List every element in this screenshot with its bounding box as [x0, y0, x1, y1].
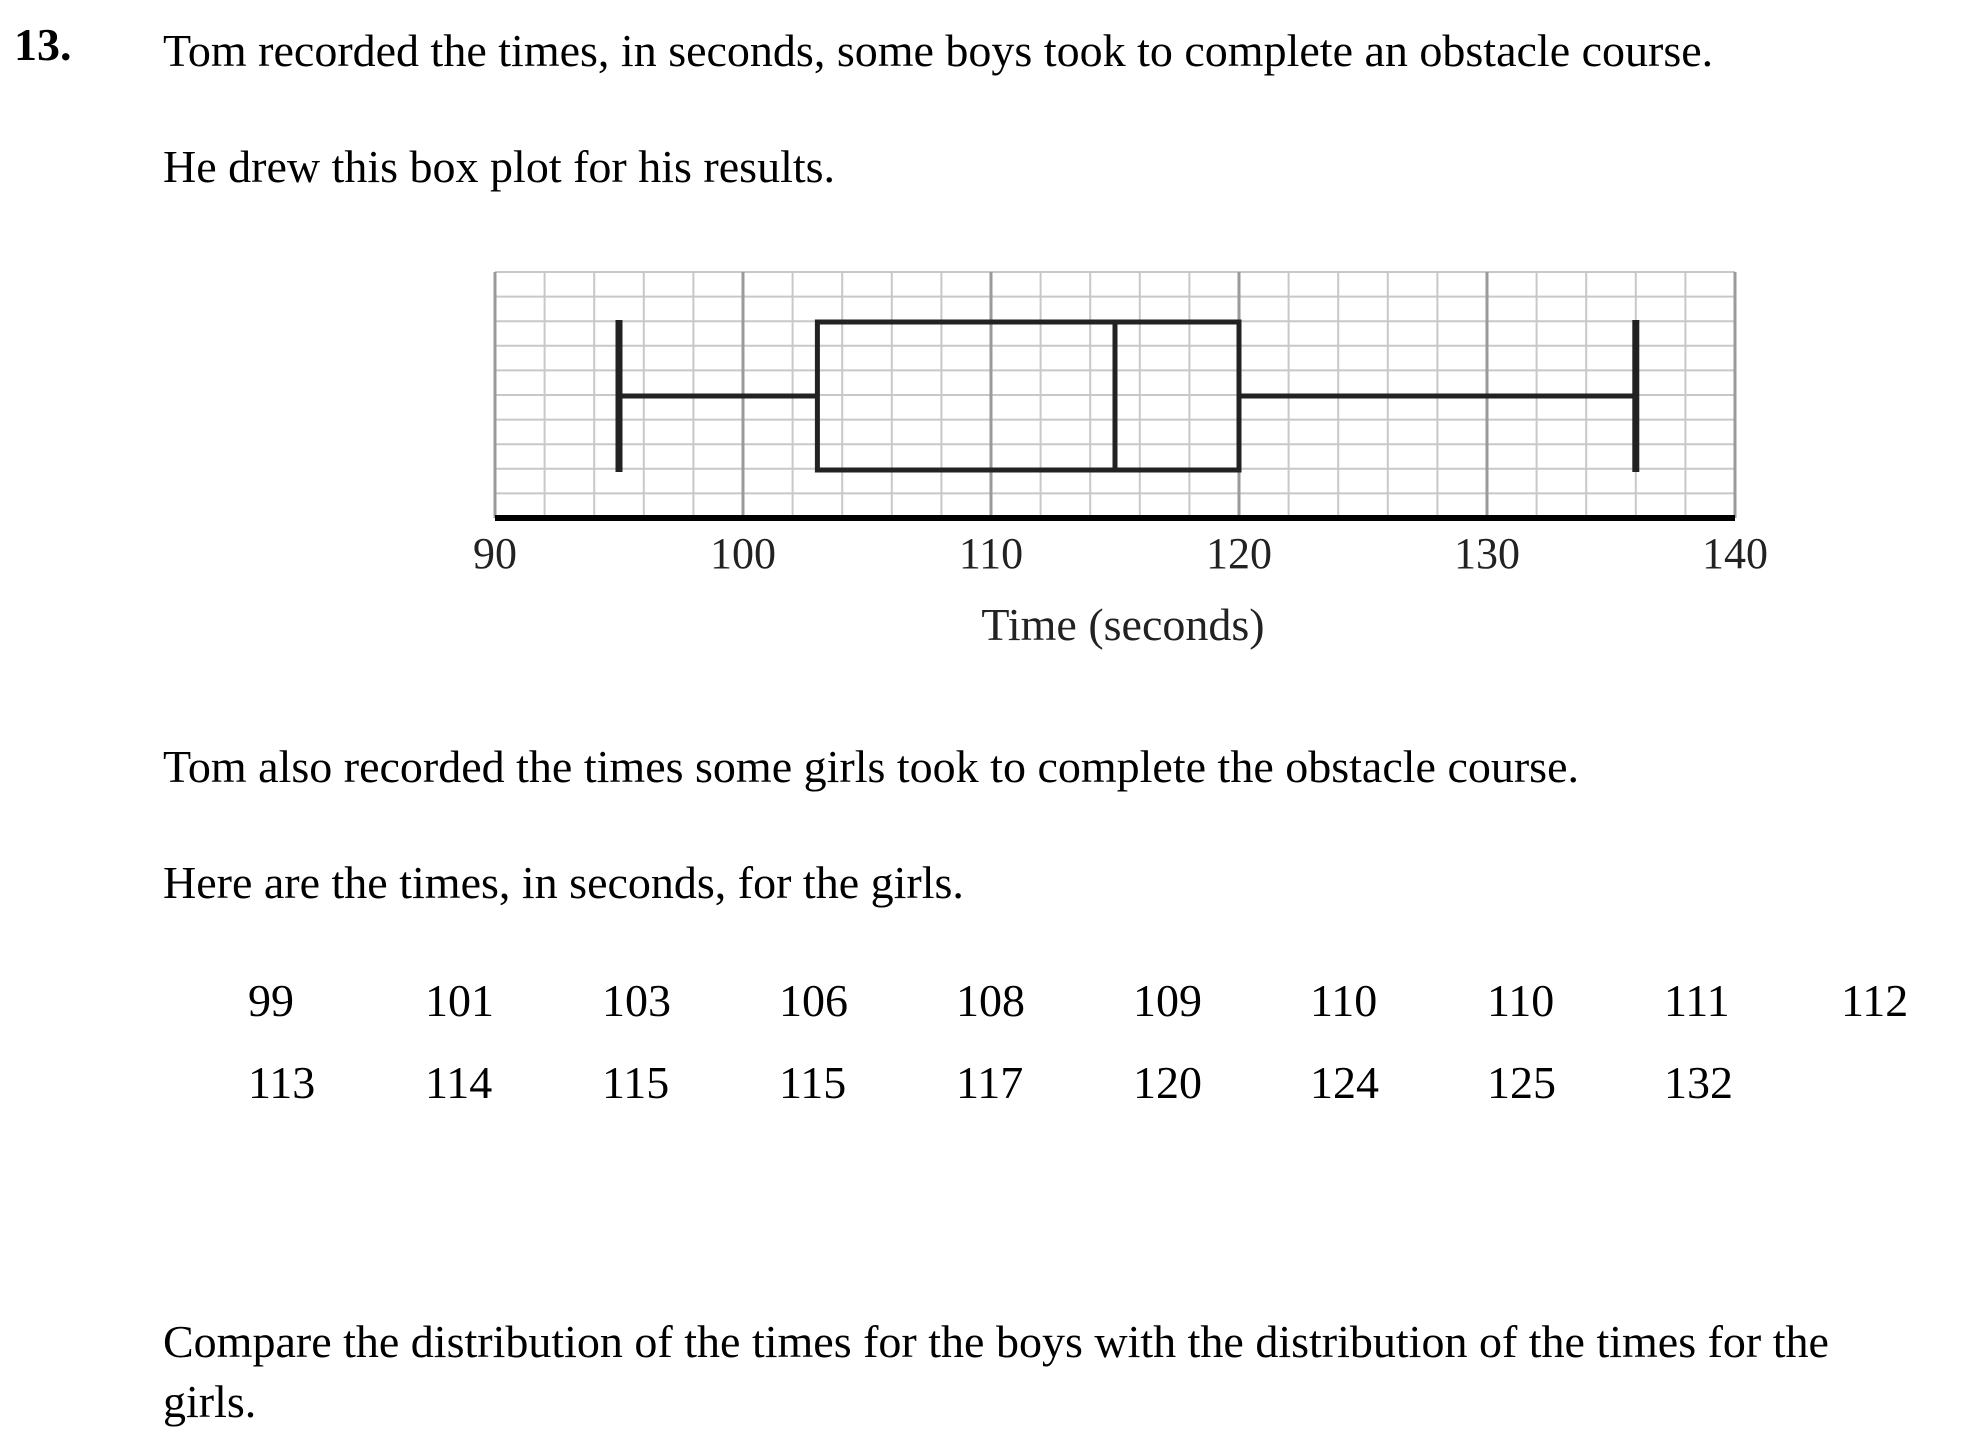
girls-time-value: 117 [956, 1057, 1024, 1108]
girls-time-value: 114 [425, 1057, 493, 1108]
girls-time-value: 103 [602, 975, 671, 1026]
girls-time-value: 132 [1664, 1057, 1733, 1108]
x-tick-label: 100 [710, 529, 776, 578]
girls-time-value: 108 [956, 975, 1025, 1026]
girls-time-value: 125 [1487, 1057, 1556, 1108]
box-plot-intro-text: He drew this box plot for his results. [163, 141, 836, 192]
girls-data-intro-text: Here are the times, in seconds, for the girls. [163, 857, 964, 908]
x-tick-label: 110 [958, 529, 1024, 578]
girls-time-value: 99 [248, 975, 294, 1026]
girls-time-value: 106 [779, 975, 848, 1026]
girls-time-value: 115 [602, 1057, 670, 1108]
task-text: Compare the distribution of the times for the boys with the distribution of the times for the girls. [163, 1316, 1829, 1427]
x-tick-label: 140 [1702, 529, 1768, 578]
girls-time-value: 109 [1133, 975, 1202, 1026]
girls-time-value: 120 [1133, 1057, 1202, 1108]
question-intro-text: Tom recorded the times, in seconds, some boys took to complete an obstacle course. [163, 25, 1714, 76]
girls-time-value: 112 [1841, 975, 1909, 1026]
girls-time-value: 111 [1664, 975, 1730, 1026]
girls-time-value: 113 [248, 1057, 316, 1108]
x-axis-label: Time (seconds) [981, 599, 1265, 650]
girls-time-value: 110 [1487, 975, 1555, 1026]
girls-intro-text: Tom also recorded the times some girls took to complete the obstacle course. [163, 741, 1580, 792]
girls-time-value: 101 [425, 975, 494, 1026]
x-tick-label: 90 [473, 529, 517, 578]
girls-time-value: 115 [779, 1057, 847, 1108]
girls-time-value: 124 [1310, 1057, 1379, 1108]
question-number: 13. [14, 19, 72, 70]
x-tick-label: 130 [1454, 529, 1520, 578]
x-tick-label: 120 [1206, 529, 1272, 578]
girls-time-value: 110 [1310, 975, 1378, 1026]
box-plot-chart [0, 0, 1971, 700]
